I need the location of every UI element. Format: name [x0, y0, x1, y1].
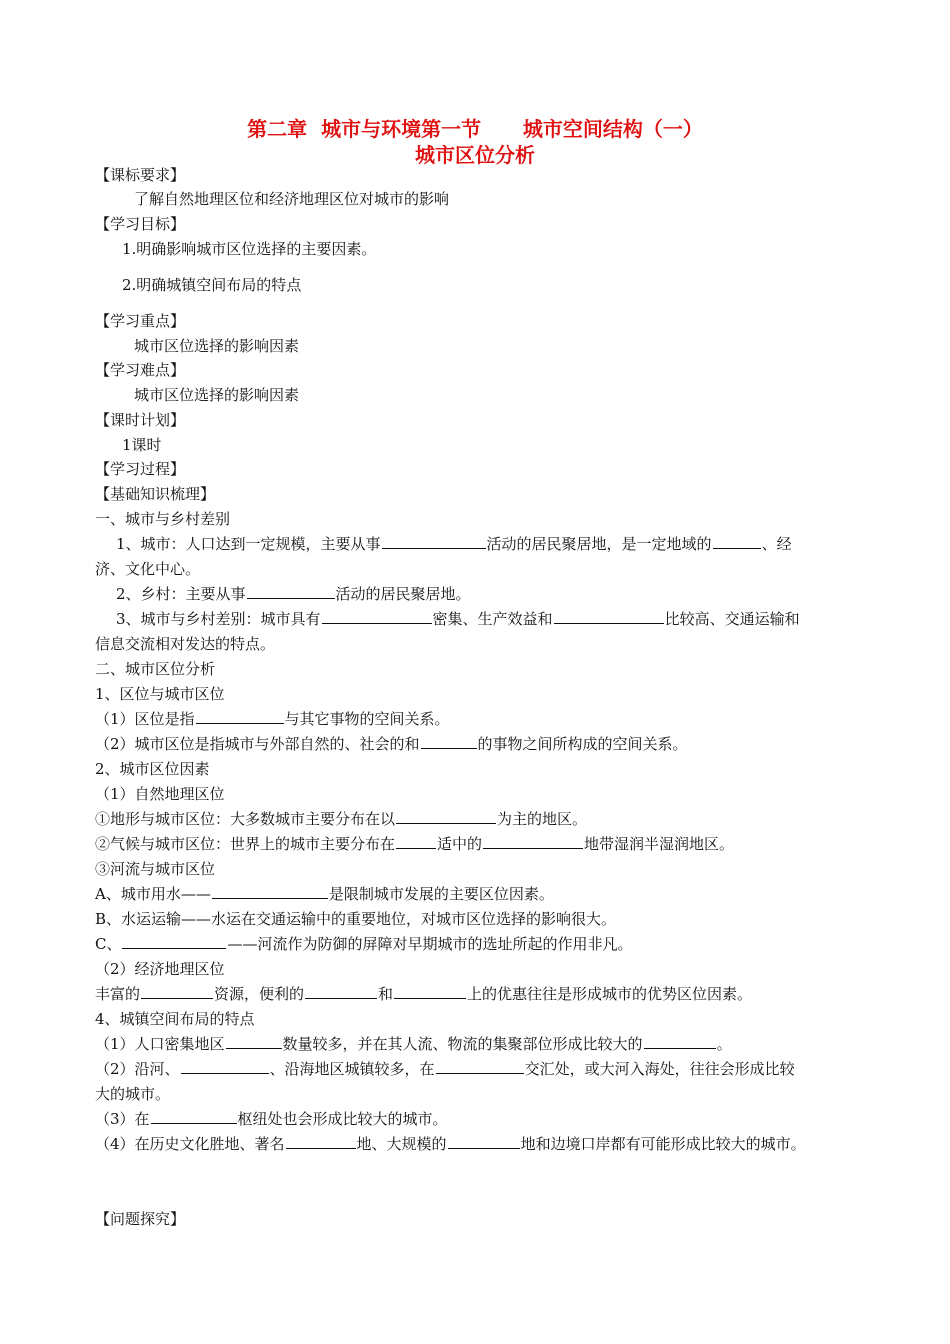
jihua-text: 1课时: [122, 436, 162, 454]
zhongdian-text: 城市区位选择的影响因素: [134, 337, 300, 355]
part2-sub-4: 4、城镇空间布局的特点: [95, 1010, 255, 1028]
part2-q1: （1）区位是指 与其它事物的空间关系。: [95, 710, 450, 728]
part1-line-1: 1、城市：人口达到一定规模，主要从事 活动的居民聚居地，是一定地域的 、经: [116, 535, 792, 553]
nandian-text: 城市区位选择的影响因素: [134, 386, 300, 404]
mubiao-item-2: 2.明确城镇空间布局的特点: [122, 276, 302, 294]
part1-line-3-cont: 信息交流相对发达的特点。: [95, 635, 276, 653]
blank: [421, 734, 477, 749]
blank: [122, 934, 226, 949]
economic-location-heading: （2）经济地理区位: [95, 960, 225, 978]
blank: [305, 984, 377, 999]
blank: [644, 1034, 716, 1049]
part2-heading: 二、城市区位分析: [95, 660, 216, 678]
blank: [396, 834, 436, 849]
layout-1: （1）人口密集地区 数量较多，并在其人流、物流的集聚部位形成比较大的 。: [95, 1035, 732, 1053]
blank: [247, 584, 335, 599]
blank: [322, 609, 432, 624]
blank: [196, 709, 284, 724]
blank: [181, 1059, 269, 1074]
blank: [394, 984, 466, 999]
heading-kebiao: 【课标要求】: [95, 166, 186, 184]
doc-title: 第二章 城市与环境第一节 城市空间结构（一）: [247, 117, 703, 141]
heading-jichu: 【基础知识梳理】: [95, 485, 216, 503]
blank: [212, 884, 328, 899]
river-c: C、 ——河流作为防御的屏障对早期城市的选址所起的作用非凡。: [95, 935, 633, 953]
river-b: B、水运运输——水运在交通运输中的重要地位，对城市区位选择的影响很大。: [95, 910, 617, 928]
layout-2: （2）沿河、 、沿海地区城镇较多，在 交汇处，或大河入海处，往往会形成比较: [95, 1060, 795, 1078]
layout-3: （3）在 枢纽处也会形成比较大的城市。: [95, 1110, 448, 1128]
blank: [286, 1134, 356, 1149]
blank: [141, 984, 213, 999]
blank: [448, 1134, 520, 1149]
part2-sub-2: 2、城市区位因素: [95, 760, 210, 778]
blank: [151, 1109, 237, 1124]
part1-line-2: 2、乡村：主要从事 活动的居民聚居地。: [116, 585, 471, 603]
blank: [554, 609, 664, 624]
layout-2-cont: 大的城市。: [95, 1085, 171, 1103]
heading-zhongdian: 【学习重点】: [95, 312, 186, 330]
heading-jihua: 【课时计划】: [95, 411, 186, 429]
mubiao-item-1: 1.明确影响城市区位选择的主要因素。: [122, 240, 377, 258]
part2-q2: （2）城市区位是指城市与外部自然的、社会的和 的事物之间所构成的空间关系。: [95, 735, 688, 753]
doc-subtitle: 城市区位分析: [415, 143, 535, 167]
heading-mubiao: 【学习目标】: [95, 215, 186, 233]
part1-heading: 一、城市与乡村差别: [95, 510, 231, 528]
part2-sub-1: 1、区位与城市区位: [95, 685, 225, 703]
part1-line-1-cont: 济、文化中心。: [95, 560, 201, 578]
natural-location-heading: （1）自然地理区位: [95, 785, 225, 803]
climate-line: ②气候与城市区位：世界上的城市主要分布在 适中的 地带湿润半湿润地区。: [95, 835, 735, 853]
blank: [382, 534, 486, 549]
blank: [436, 1059, 524, 1074]
economic-line: 丰富的 资源，便利的 和 上的优惠往往是形成城市的优势区位因素。: [95, 985, 753, 1003]
blank: [396, 809, 496, 824]
heading-guocheng: 【学习过程】: [95, 460, 186, 478]
heading-tanjiu: 【问题探究】: [95, 1210, 186, 1228]
blank: [483, 834, 583, 849]
layout-4: （4）在历史文化胜地、著名 地、大规模的 地和边境口岸都有可能形成比较大的城市。: [95, 1135, 806, 1153]
terrain-line: ①地形与城市区位：大多数城市主要分布在以 为主的地区。: [95, 810, 588, 828]
blank: [226, 1034, 282, 1049]
kebiao-text: 了解自然地理区位和经济地理区位对城市的影响: [134, 190, 450, 208]
part1-line-3: 3、城市与乡村差别：城市具有 密集、生产效益和 比较高、交通运输和: [116, 610, 800, 628]
river-heading: ③河流与城市区位: [95, 860, 216, 878]
blank: [713, 534, 761, 549]
heading-nandian: 【学习难点】: [95, 361, 186, 379]
river-a: A、城市用水—— 是限制城市发展的主要区位因素。: [95, 885, 554, 903]
